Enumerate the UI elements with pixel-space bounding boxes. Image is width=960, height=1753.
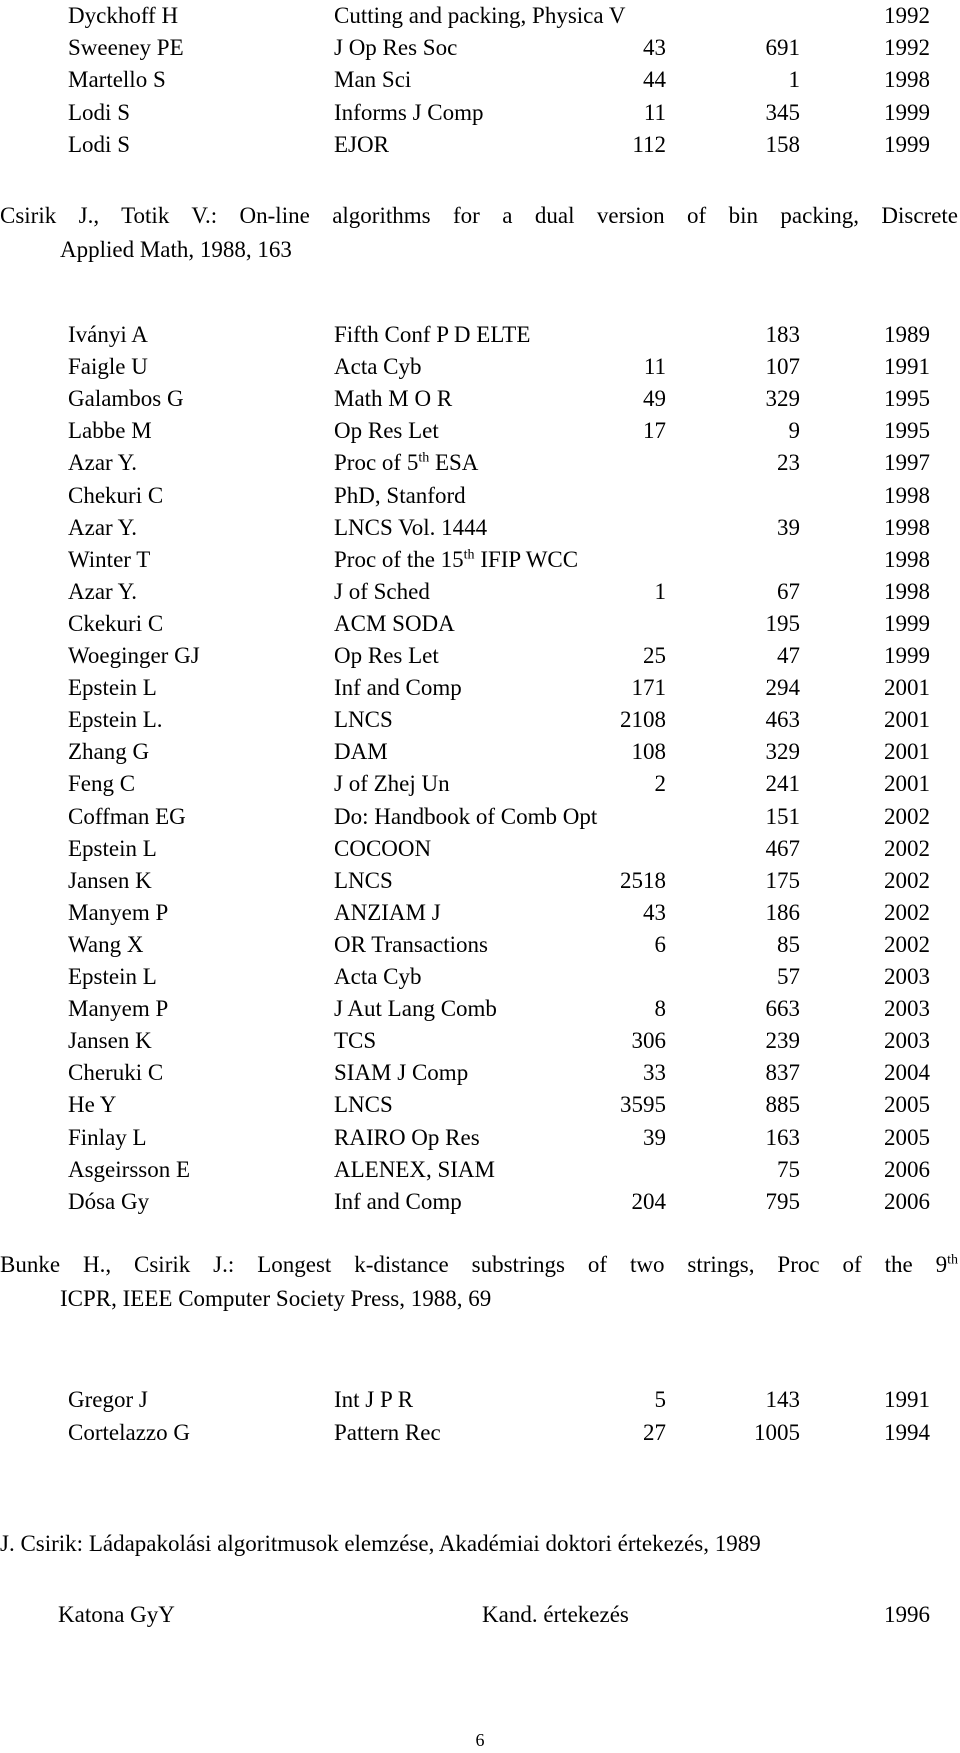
citation-row (0, 993, 960, 1025)
citation-year: 1995 (884, 386, 930, 412)
citation-venue: ALENEX, SIAM (334, 1156, 495, 1182)
citation-page: 57 (777, 964, 800, 989)
citation-year: 1997 (884, 450, 930, 476)
citation-author: Azar Y. (68, 514, 137, 540)
citation-author: Cheruki C (68, 1060, 164, 1086)
citation-author: Labbe M (68, 418, 152, 444)
citation-volume: 11 (643, 354, 666, 380)
citation-page: 837 (765, 1060, 800, 1086)
citation-venue: ANZIAM J (334, 899, 441, 925)
citation-author: Wang X (68, 931, 144, 957)
citation-author: Feng C (68, 771, 136, 797)
citation-row (0, 865, 960, 897)
citation-venue: Int J P R (334, 1387, 414, 1412)
citation-author: Asgeirsson E (68, 1156, 191, 1182)
citation-volume: 33 (643, 1060, 666, 1086)
citation-year: 1996 (884, 1602, 930, 1627)
citation-author: Ckekuri C (68, 610, 164, 636)
citation-author: Finlay L (68, 1124, 147, 1150)
citation-page: 158 (765, 131, 800, 157)
citation-row (0, 704, 960, 736)
citation-author: Woeginger GJ (68, 643, 200, 668)
citation-volume: 43 (643, 899, 666, 925)
citation-year: 1998 (884, 482, 930, 508)
citation-volume: 204 (631, 1188, 666, 1214)
citation-year: 1995 (884, 418, 930, 444)
citation-author: Lodi S (68, 131, 130, 157)
citation-page: 795 (765, 1188, 800, 1214)
citation-volume: 44 (643, 67, 666, 93)
citation-year: 1992 (884, 3, 930, 28)
citation-author: Jansen K (68, 867, 152, 893)
citation-volume: 11 (643, 99, 666, 125)
citation-author: Gregor J (68, 1387, 148, 1412)
citation-volume: 6 (654, 931, 666, 957)
citation-year: 2002 (884, 931, 930, 957)
citation-year: 2002 (884, 835, 930, 861)
citation-volume: 17 (643, 418, 666, 444)
citation-venue: Do: Handbook of Comb Opt (334, 803, 598, 829)
citation-page: 67 (777, 578, 800, 604)
reference-entry-csirik-totik (0, 199, 958, 267)
citation-year: 1999 (884, 643, 930, 668)
citation-venue: J Aut Lang Comb (334, 996, 497, 1022)
citation-author: Martello S (68, 67, 166, 93)
citation-row (0, 961, 960, 993)
citation-year: 2006 (884, 1156, 930, 1182)
citation-page: 143 (765, 1387, 800, 1412)
citation-year: 1999 (884, 131, 930, 157)
citation-venue: Kand. értekezés (482, 1602, 629, 1627)
citation-year: 1999 (884, 99, 930, 125)
citation-venue: ACM SODA (334, 610, 455, 636)
citation-row (0, 129, 960, 161)
citation-volume: 2 (654, 771, 666, 797)
citation-year: 2002 (884, 867, 930, 893)
reference-entry-csirik-thesis: J. Csirik: Ládapakolási algoritmusok elemzése, Akadémiai doktori értekezés, 1989 (0, 1531, 761, 1556)
citation-author: He Y (68, 1092, 117, 1118)
citation-year: 2001 (884, 771, 930, 797)
citation-venue: Op Res Let (334, 643, 439, 668)
citation-row (0, 32, 960, 64)
citation-venue: OR Transactions (334, 931, 488, 957)
citation-page: 183 (765, 322, 800, 347)
citation-row (0, 1417, 960, 1449)
citation-year: 2005 (884, 1124, 930, 1150)
citation-venue: J of Zhej Un (334, 771, 450, 797)
citation-year: 2003 (884, 1028, 930, 1054)
citation-venue: Cutting and packing, Physica V (334, 3, 626, 28)
citation-row (0, 383, 960, 415)
citation-author: Iványi A (68, 322, 148, 347)
citation-volume: 1 (654, 578, 666, 604)
citation-venue: Math M O R (334, 386, 453, 412)
citation-page: 467 (765, 835, 800, 861)
citation-page: 39 (777, 514, 800, 540)
citation-row (0, 897, 960, 929)
citation-year: 2001 (884, 739, 930, 765)
citation-page: 107 (765, 354, 800, 380)
citation-page: 345 (765, 99, 800, 125)
citation-venue: Informs J Comp (334, 99, 484, 125)
citation-page: 9 (788, 418, 800, 444)
citation-venue: COCOON (334, 835, 432, 861)
citation-year: 2003 (884, 996, 930, 1022)
citation-year: 2001 (884, 707, 930, 733)
citation-venue: Op Res Let (334, 418, 439, 444)
citation-row (0, 672, 960, 704)
citation-row (0, 801, 960, 833)
citation-page: 163 (765, 1124, 800, 1150)
citation-volume: 43 (643, 35, 666, 61)
citation-author: Jansen K (68, 1028, 152, 1054)
citation-author: Dósa Gy (68, 1188, 150, 1214)
citation-row (0, 1186, 960, 1218)
citation-author: Sweeney PE (68, 35, 184, 61)
citation-volume: 2108 (620, 707, 666, 733)
citation-author: Faigle U (68, 354, 148, 380)
citation-volume: 8 (654, 996, 666, 1022)
citation-row (0, 351, 960, 383)
citation-volume: 112 (632, 131, 666, 157)
citation-page: 241 (765, 771, 800, 797)
citation-year: 1989 (884, 322, 930, 347)
citation-volume: 3595 (620, 1092, 666, 1118)
citation-author: Epstein L. (68, 707, 163, 733)
citation-page: 1 (788, 67, 800, 93)
citation-page: 151 (765, 803, 800, 829)
citation-volume: 27 (643, 1420, 666, 1445)
citation-venue: Acta Cyb (334, 964, 422, 989)
citation-row (0, 480, 960, 512)
citation-row (0, 512, 960, 544)
citation-row (0, 447, 960, 479)
citation-year: 2002 (884, 803, 930, 829)
citation-year: 2004 (884, 1060, 930, 1086)
citation-author: Winter T (68, 546, 151, 572)
citation-row (0, 415, 960, 447)
citation-venue: LNCS (334, 867, 393, 893)
citation-venue: LNCS (334, 1092, 393, 1118)
citation-row (0, 833, 960, 865)
citation-row (0, 1122, 960, 1154)
citation-author: Epstein L (68, 964, 157, 989)
citation-venue: Man Sci (334, 67, 412, 93)
citation-venue: Inf and Comp (334, 675, 462, 701)
citation-author: Dyckhoff H (68, 3, 179, 28)
citation-page: 329 (765, 386, 800, 412)
citation-author: Azar Y. (68, 450, 137, 476)
citation-author: Coffman EG (68, 803, 186, 829)
citation-row (0, 736, 960, 768)
citation-author: Lodi S (68, 99, 130, 125)
citation-volume: 25 (643, 643, 666, 668)
citation-row (0, 768, 960, 800)
citation-page: 186 (765, 899, 800, 925)
reference-entry-bunke-csirik (0, 1248, 958, 1316)
citation-venue: DAM (334, 739, 388, 765)
citation-author: Zhang G (68, 739, 150, 765)
citation-year: 1991 (884, 1387, 930, 1412)
citation-year: 2002 (884, 899, 930, 925)
citation-author: Epstein L (68, 675, 157, 701)
citation-volume: 171 (631, 675, 666, 701)
citation-page: 663 (765, 996, 800, 1022)
citation-volume: 49 (643, 386, 666, 412)
citation-row (0, 0, 960, 32)
citation-venue: LNCS Vol. 1444 (334, 514, 488, 540)
citation-author: Epstein L (68, 835, 157, 861)
citation-venue: SIAM J Comp (334, 1060, 469, 1086)
reference-line-1: Bunke H., Csirik J.: Longest k-distance substrings of two strings, Proc of the 9th (0, 1252, 958, 1277)
citation-author: Galambos G (68, 386, 184, 412)
citation-year: 2005 (884, 1092, 930, 1118)
citation-venue: Fifth Conf P D ELTE (334, 322, 531, 347)
citation-page: 23 (777, 450, 800, 476)
citation-venue: EJOR (334, 131, 389, 157)
citation-row-katona (0, 1599, 960, 1631)
citation-venue: Acta Cyb (334, 354, 422, 380)
citation-volume: 5 (654, 1387, 666, 1412)
citation-volume: 306 (631, 1028, 666, 1054)
citation-row (0, 1057, 960, 1089)
reference-line-1: Csirik J., Totik V.: On-line algorithms for a dual version of bin packing, Discrete (0, 203, 958, 228)
citation-page: 329 (765, 739, 800, 765)
citation-year: 1998 (884, 546, 930, 572)
citation-page: 463 (765, 707, 800, 733)
citation-page: 47 (777, 643, 800, 668)
citation-page: 85 (777, 931, 800, 957)
citation-year: 2006 (884, 1188, 930, 1214)
citation-row (0, 576, 960, 608)
citation-row (0, 319, 960, 351)
citation-venue: Proc of 5th ESA (334, 450, 479, 476)
citation-row (0, 1089, 960, 1121)
citation-volume: 2518 (620, 867, 666, 893)
citation-row (0, 1384, 960, 1416)
citation-volume: 39 (643, 1124, 666, 1150)
citation-author: Manyem P (68, 899, 169, 925)
citation-venue: RAIRO Op Res (334, 1124, 480, 1150)
citation-page: 885 (765, 1092, 800, 1118)
citation-venue: J of Sched (334, 578, 430, 604)
citation-row (0, 544, 960, 576)
citation-page: 691 (765, 35, 800, 61)
citation-year: 2003 (884, 964, 930, 989)
reference-line-2: ICPR, IEEE Computer Society Press, 1988, 69 (60, 1286, 492, 1311)
citation-row (0, 97, 960, 129)
citation-page: 1005 (754, 1420, 800, 1445)
citation-year: 1998 (884, 514, 930, 540)
citation-venue: Proc of the 15th IFIP WCC (334, 546, 579, 572)
citation-venue: Inf and Comp (334, 1188, 462, 1214)
citation-year: 1998 (884, 578, 930, 604)
citation-page: 294 (765, 675, 800, 701)
citation-venue: J Op Res Soc (334, 35, 458, 61)
citation-year: 1999 (884, 610, 930, 636)
citation-volume: 108 (631, 739, 666, 765)
citation-year: 1998 (884, 67, 930, 93)
citation-row (0, 64, 960, 96)
citation-year: 2001 (884, 675, 930, 701)
citation-author: Chekuri C (68, 482, 164, 508)
citation-venue: TCS (334, 1028, 377, 1054)
citation-page: 239 (765, 1028, 800, 1054)
reference-line-2: Applied Math, 1988, 163 (60, 237, 292, 262)
citation-row (0, 1154, 960, 1186)
citation-row (0, 640, 960, 672)
citation-page: 75 (777, 1156, 800, 1182)
citation-venue: PhD, Stanford (334, 482, 466, 508)
citation-year: 1992 (884, 35, 930, 61)
citation-author: Azar Y. (68, 578, 137, 604)
citation-author: Cortelazzo G (68, 1420, 190, 1445)
page-number: 6 (475, 1730, 485, 1750)
citation-year: 1991 (884, 354, 930, 380)
citation-author: Katona GyY (58, 1602, 175, 1627)
citation-venue: Pattern Rec (334, 1420, 441, 1445)
citation-page: 195 (765, 610, 800, 636)
citation-venue: LNCS (334, 707, 393, 733)
citation-page: 175 (765, 867, 800, 893)
citation-author: Manyem P (68, 996, 169, 1022)
citation-row (0, 1025, 960, 1057)
citation-row (0, 929, 960, 961)
citation-row (0, 608, 960, 640)
citation-year: 1994 (884, 1420, 930, 1445)
